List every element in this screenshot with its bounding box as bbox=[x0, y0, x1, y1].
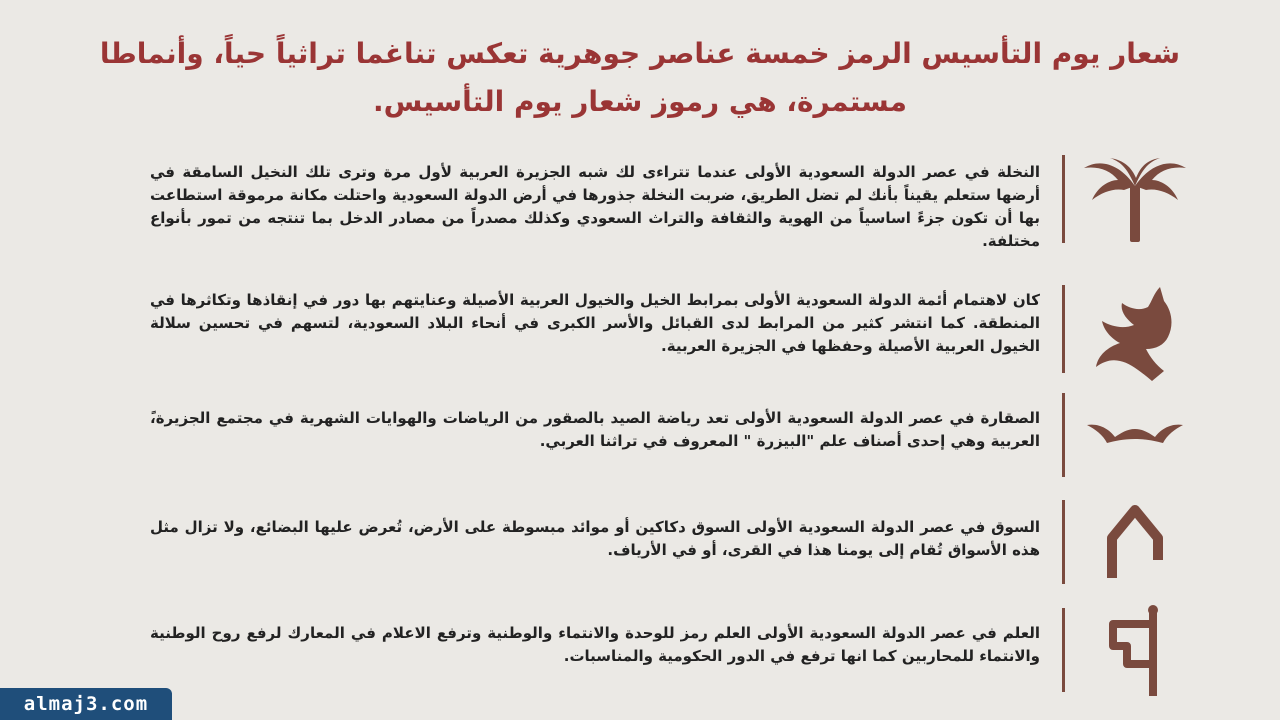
market-arch-icon bbox=[1080, 500, 1190, 584]
item-text: الصقارة في عصر الدولة السعودية الأولى تعد رياضة الصيد بالصقور من الرياضات والهوايات الشهرية في مجتمع الجزيرة،ً العربية وهي إحدى أصناف علم "البيزرة " المعروف في تراثنا العربي. bbox=[150, 409, 1040, 450]
logo-text: almaj3.com bbox=[23, 693, 149, 715]
list-item bbox=[0, 500, 1280, 585]
item-text: العلم في عصر الدولة السعودية الأولى العلم رمز للوحدة والانتماء والوطنية وترفع الاعلام في المعارك لرفع روح الوطنية والانتماء للمحاربين كما انها ترفع في الدور الحكومية والمناسبات. bbox=[150, 624, 1040, 665]
list-item bbox=[0, 393, 1280, 478]
divider bbox=[1062, 608, 1065, 692]
page-title: شعار يوم التأسيس الرمز خمسة عناصر جوهرية تعكس تناغما تراثياً حياً، وأنماطا مستمرة، هي رموز شعار يوم التأسيس. bbox=[99, 37, 1181, 118]
divider bbox=[1062, 285, 1065, 373]
list-item bbox=[0, 285, 1280, 375]
divider bbox=[1062, 500, 1065, 584]
palm-tree-icon bbox=[1080, 155, 1190, 245]
list-item bbox=[0, 608, 1280, 693]
item-text: كان لاهتمام أئمة الدولة السعودية الأولى بمرابط الخيل والخيول العربية الأصيلة وعنايتهم بها دور في إنقاذها وتكاثرها في المنطقة. كما انتشر كثير من المرابط لدى القبائل والأسر الكبرى في أنحاء البلاد السعودية، لتسهم في تحسين سلالة الخيول العربية الأصيلة وحفظها في الجزيرة العربية. bbox=[150, 291, 1040, 355]
item-text: النخلة في عصر الدولة السعودية الأولى عندما تتراءى لك شبه الجزيرة العربية لأول مرة وترى تلك النخيل السامقة في أرضها ستعلم يقيناً بأنك لم تضل الطريق، ضربت النخلة جذورها في أرض الدولة السعودية واحتلت مكانة مرموقة استطاعت بها أن تكون جزءً اساسياً من الهوية والثقافة والتراث السعودي وكذلك مصدراً من مصادر الدخل بما تنتجه من تمور بأنواع مختلفة. bbox=[150, 163, 1040, 250]
horse-icon bbox=[1080, 285, 1190, 385]
divider bbox=[1062, 155, 1065, 243]
falcon-icon bbox=[1080, 393, 1190, 477]
divider bbox=[1062, 393, 1065, 477]
flag-icon bbox=[1080, 600, 1190, 700]
list-item bbox=[0, 155, 1280, 250]
site-logo[interactable] bbox=[0, 688, 172, 720]
item-text: السوق في عصر الدولة السعودية الأولى السوق دكاكين أو موائد مبسوطة على الأرض، تُعرض عليها البضائع، ولا تزال مثل هذه الأسواق تُقام إلى يومنا هذا في القرى، أو في الأرياف. bbox=[150, 518, 1040, 559]
